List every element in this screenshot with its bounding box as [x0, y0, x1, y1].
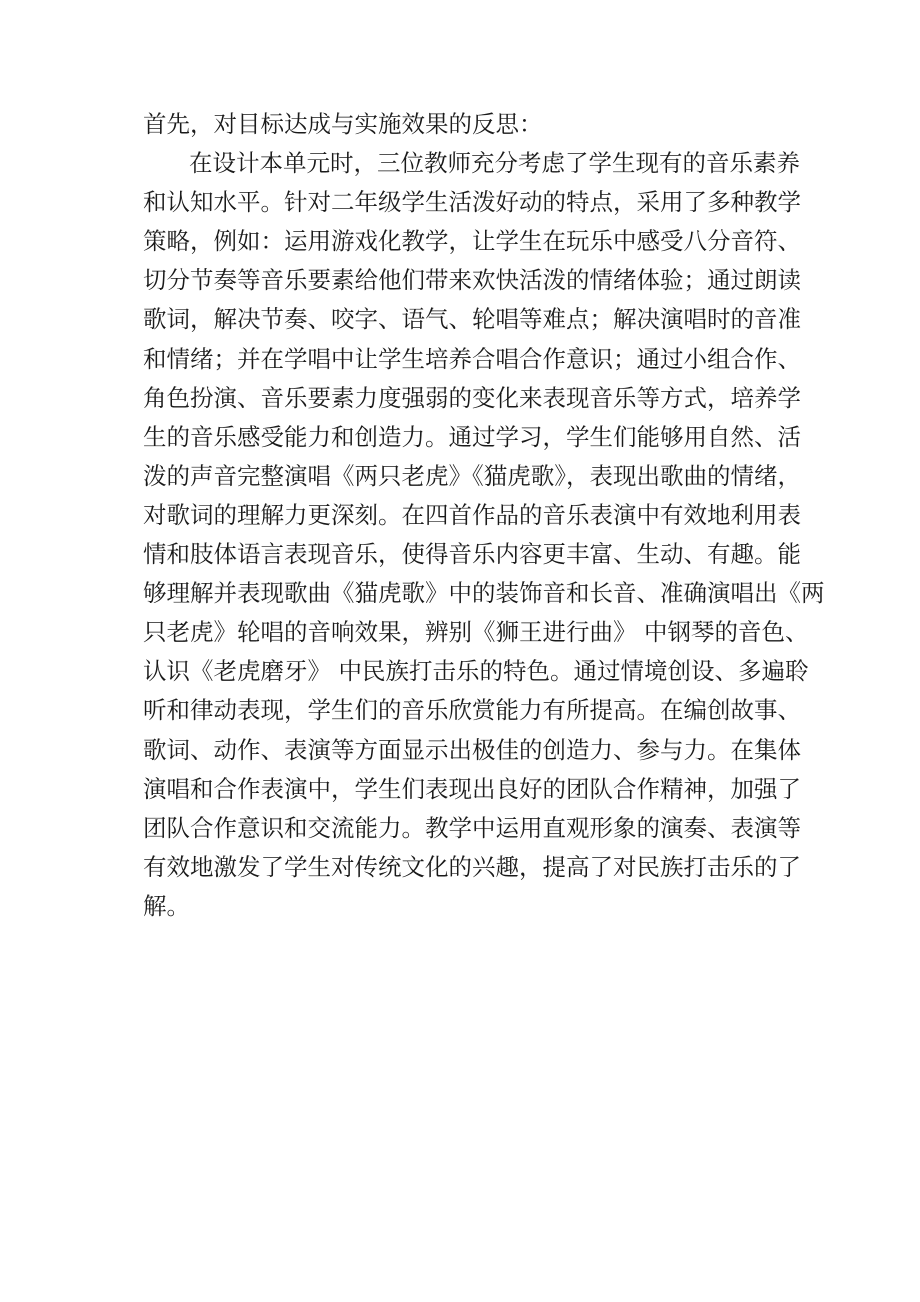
paragraph-line: 情和肢体语言表现音乐，使得音乐内容更丰富、生动、有趣。能	[143, 540, 801, 569]
reflection-text	[143, 105, 825, 926]
paragraph-line: 和情绪；并在学唱中让学生培养合唱合作意识；通过小组合作、	[143, 344, 801, 373]
paragraph-line: 对歌词的理解力更深刻。在四首作品的音乐表演中有效地利用表	[143, 500, 801, 529]
section-heading: 首先，对目标达成与实施效果的反思：	[143, 110, 543, 138]
paragraph-line: 和认知水平。针对二年级学生活泼好动的特点，采用了多种教学	[143, 188, 801, 217]
paragraph-line: 泼的声音完整演唱《两只老虎》《猫虎歌》，表现出歌曲的情绪，	[143, 461, 801, 490]
paragraph-line: 团队合作意识和交流能力。教学中运用直观形象的演奏、表演等	[143, 813, 801, 842]
paragraph-line: 只老虎》轮唱的音响效果，辨别《狮王进行曲》 中钢琴的音色、	[143, 618, 809, 647]
paragraph-line: 切分节奏等音乐要素给他们带来欢快活泼的情绪体验；通过朗读	[143, 266, 801, 295]
paragraph-line: 生的音乐感受能力和创造力。通过学习，学生们能够用自然、活	[143, 422, 801, 451]
paragraph-line: 解。	[143, 891, 190, 920]
paragraph-line: 策略，例如：运用游戏化教学，让学生在玩乐中感受八分音符、	[143, 227, 801, 256]
paragraph-line: 歌词、动作、表演等方面显示出极佳的创造力、参与力。在集体	[143, 735, 801, 764]
paragraph-line: 歌词，解决节奏、咬字、语气、轮唱等难点；解决演唱时的音准	[143, 305, 801, 334]
paragraph-line: 演唱和合作表演中，学生们表现出良好的团队合作精神，加强了	[143, 774, 801, 803]
paragraph-line: 认识《老虎磨牙》 中民族打击乐的特色。通过情境创设、多遍聆	[143, 657, 809, 686]
paragraph-line: 角色扮演、音乐要素力度强弱的变化来表现音乐等方式，培养学	[143, 383, 801, 412]
paragraph-line: 有效地激发了学生对传统文化的兴趣，提高了对民族打击乐的了	[143, 852, 801, 881]
paragraph-line: 在设计本单元时，三位教师充分考虑了学生现有的音乐素养	[189, 149, 800, 178]
paragraph-line: 够理解并表现歌曲《猫虎歌》中的装饰音和长音、准确演唱出《两	[143, 579, 825, 608]
paragraph-line: 听和律动表现，学生们的音乐欣赏能力有所提高。在编创故事、	[143, 696, 801, 725]
